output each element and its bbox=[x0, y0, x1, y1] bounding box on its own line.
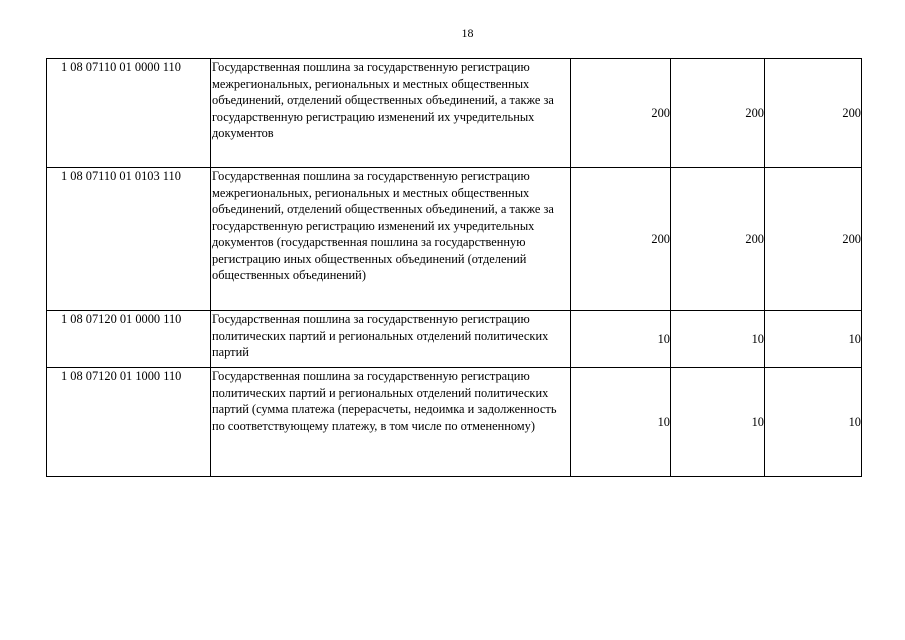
amount-year-2-cell: 200 bbox=[671, 168, 765, 311]
amount-year-2-cell: 10 bbox=[671, 311, 765, 368]
amount-year-3-cell: 10 bbox=[765, 311, 862, 368]
amount-year-3-cell: 10 bbox=[765, 368, 862, 477]
amount-year-3-cell: 200 bbox=[765, 168, 862, 311]
table-row bbox=[47, 168, 862, 311]
revenue-code-cell: 1 08 07110 01 0000 110 bbox=[47, 59, 211, 168]
table-row bbox=[47, 368, 862, 477]
revenue-description-cell: Государственная пошлина за государственную регистрацию межрегиональных, региональных и местных общественных объединений, отделений общественных объединений, а также за государственную регистрацию изменений их учредительных документов (государственная пошлина за государственную регистрацию иных общественных объединений (отделений общественных объединений) bbox=[211, 168, 571, 311]
amount-year-1-cell: 200 bbox=[571, 59, 671, 168]
amount-year-1-cell: 200 bbox=[571, 168, 671, 311]
table-row bbox=[47, 311, 862, 368]
amount-year-2-cell: 10 bbox=[671, 368, 765, 477]
revenue-code-cell: 1 08 07110 01 0103 110 bbox=[47, 168, 211, 311]
revenue-table bbox=[46, 58, 862, 477]
revenue-description-cell: Государственная пошлина за государственную регистрацию политических партий и региональных отделений политических партий (сумма платежа (перерасчеты, недоимка и задолженность по соответствующему платежу, в том числе по отмененному) bbox=[211, 368, 571, 477]
amount-year-2-cell: 200 bbox=[671, 59, 765, 168]
revenue-description-cell: Государственная пошлина за государственную регистрацию межрегиональных, региональных и местных общественных объединений, отделений общественных объединений, а также за государственную регистрацию изменений их учредительных документов bbox=[211, 59, 571, 168]
revenue-code-cell: 1 08 07120 01 0000 110 bbox=[47, 311, 211, 368]
amount-year-1-cell: 10 bbox=[571, 368, 671, 477]
amount-year-3-cell: 200 bbox=[765, 59, 862, 168]
amount-year-1-cell: 10 bbox=[571, 311, 671, 368]
page-number: 18 bbox=[461, 26, 474, 40]
table-row bbox=[47, 59, 862, 168]
revenue-description-cell: Государственная пошлина за государственную регистрацию политических партий и региональных отделений политических партий bbox=[211, 311, 571, 368]
revenue-code-cell: 1 08 07120 01 1000 110 bbox=[47, 368, 211, 477]
